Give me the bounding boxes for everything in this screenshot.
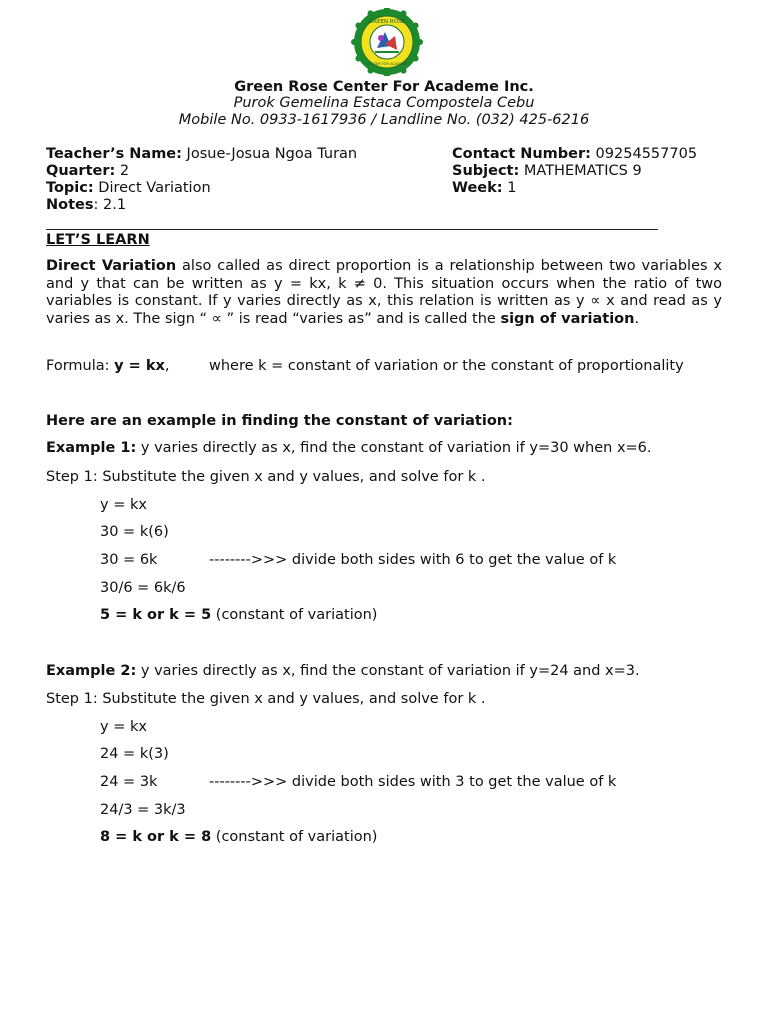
school-contact: Mobile No. 0933-1617936 / Landline No. (032) 425-6216 [178, 112, 590, 128]
example-1-step: Step 1: Substitute the given x and y values, and solve for k . [46, 469, 486, 485]
example-2-arrow-note: -------->>> divide both sides with 3 to get the value of k [209, 774, 617, 790]
school-name: Green Rose Center For Academe Inc. [234, 79, 534, 95]
formula-note: where k = constant of variation or the constant of proportionality [209, 358, 684, 374]
definition-end: . [634, 310, 640, 327]
example-2-result-note: (constant of variation) [211, 829, 378, 845]
example-2-result: 8 = k or k = 8 [100, 829, 212, 845]
example-2-line-4: 24/3 = 3k/3 [100, 802, 186, 818]
school-seal-icon [349, 8, 425, 76]
teacher-value: Josue-Josua Ngoa Turan [181, 146, 358, 162]
definition-term-2: sign of variation [500, 310, 635, 327]
contact-row [452, 146, 697, 162]
example-2-line-1: y = kx [100, 719, 147, 735]
logo-text-bottom: CENTER FOR ACADEME [366, 62, 408, 66]
notes-row [46, 197, 126, 213]
example-1-line-3: 30 = 6k [100, 552, 158, 568]
examples-heading: Here are an example in finding the constant of variation: [46, 413, 513, 429]
week-value: 1 [502, 180, 517, 196]
notes-value: : 2.1 [93, 197, 127, 213]
quarter-row [46, 163, 129, 179]
school-address: Purok Gemelina Estaca Compostela Cebu [233, 95, 535, 111]
logo-text-top: GREEN ROSE [368, 19, 406, 25]
topic-label: Topic: [46, 180, 94, 196]
example-1-arrow-note: -------->>> divide both sides with 6 to get the value of k [209, 552, 617, 568]
divider [46, 229, 658, 230]
example-1-line-1: y = kx [100, 497, 147, 513]
quarter-label: Quarter: [46, 163, 116, 179]
definition-term: Direct Variation [46, 258, 177, 274]
notes-label: Notes [46, 197, 94, 213]
example-1-result-row [100, 607, 377, 623]
formula-comma: , [164, 358, 170, 374]
definition-text: also called as direct proportion is a relationship between two variables x and y that can be written as y = kx, k ≠ 0. This situation occurs when the ratio of two variables is constant. If y varies directly as x, this relation is written as y ∝ x and read as y varies as x. The sign “ ∝ ” is read “varies as” and is called the [46, 258, 723, 327]
contact-value: 09254557705 [590, 146, 698, 162]
week-row [452, 180, 516, 196]
subject-value: MATHEMATICS 9 [519, 163, 642, 179]
example-1-text: y varies directly as x, find the constant of variation if y=30 when x=6. [136, 440, 652, 456]
formula-row [46, 358, 169, 374]
example-1-result: 5 = k or k = 5 [100, 607, 212, 623]
subject-label: Subject: [452, 163, 520, 179]
contact-label: Contact Number: [452, 146, 591, 162]
week-label: Week: [452, 180, 503, 196]
example-2-title [46, 663, 640, 679]
subject-row [452, 163, 642, 179]
topic-value: Direct Variation [93, 180, 211, 196]
definition-paragraph [46, 258, 722, 328]
example-1-line-2: 30 = k(6) [100, 524, 169, 540]
example-2-line-2: 24 = k(3) [100, 746, 169, 762]
example-2-result-row [100, 829, 377, 845]
example-1-title [46, 440, 652, 456]
example-1-line-4: 30/6 = 6k/6 [100, 580, 186, 596]
teacher-label: Teacher’s Name: [46, 146, 182, 162]
quarter-value: 2 [115, 163, 130, 179]
topic-row [46, 180, 211, 196]
example-2-label: Example 2: [46, 663, 137, 679]
example-1-label: Example 1: [46, 440, 137, 456]
formula-label: Formula: [46, 358, 115, 374]
teacher-row [46, 146, 357, 162]
example-2-text: y varies directly as x, find the constant of variation if y=24 and x=3. [136, 663, 640, 679]
section-title: LET’S LEARN [46, 232, 150, 248]
formula-expr: y = kx [114, 358, 165, 374]
example-1-result-note: (constant of variation) [211, 607, 378, 623]
example-2-step: Step 1: Substitute the given x and y values, and solve for k . [46, 691, 486, 707]
example-2-line-3: 24 = 3k [100, 774, 158, 790]
